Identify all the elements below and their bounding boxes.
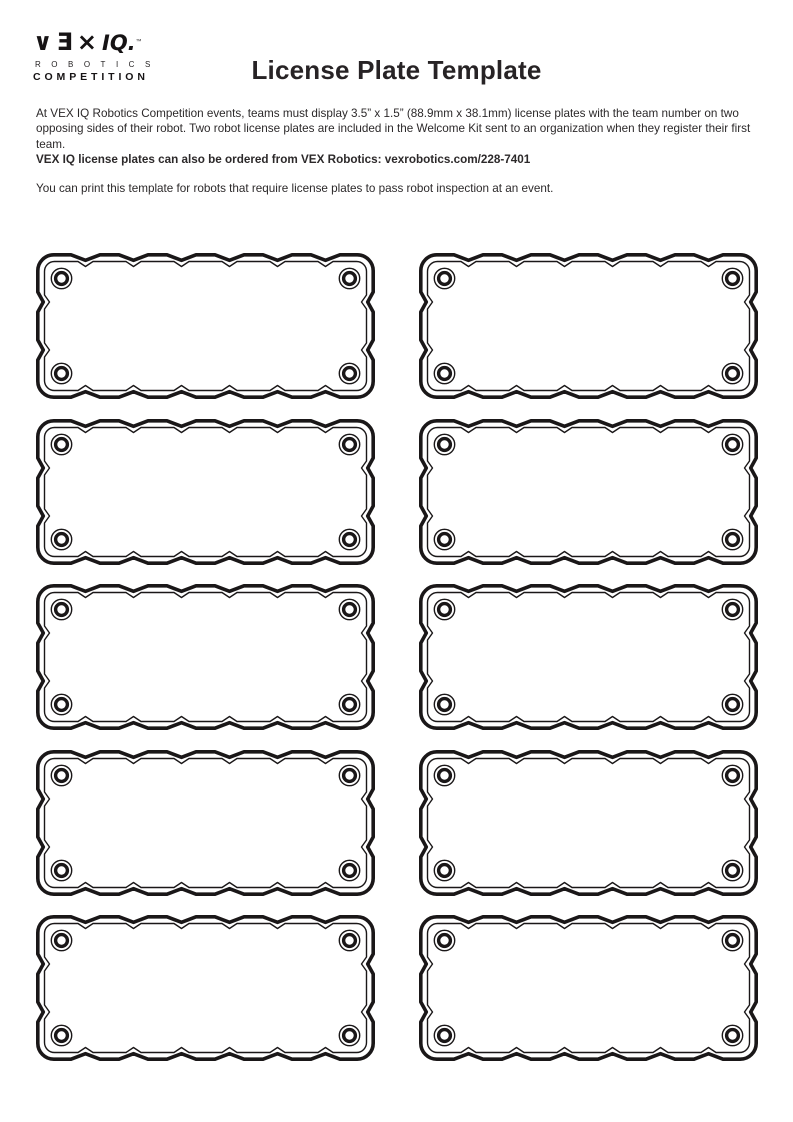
logo-wordmark <box>33 30 161 58</box>
license-plate <box>36 750 375 896</box>
license-plate <box>36 253 375 399</box>
license-plate <box>419 253 758 399</box>
license-plate <box>36 419 375 565</box>
logo-vex-text: ∨Ǝ× <box>33 28 101 56</box>
page-title: License Plate Template <box>251 55 542 85</box>
license-plate <box>36 915 375 1061</box>
print-instruction-line: You can print this template for robots that require license plates to pass robot inspection at an event. <box>36 181 554 195</box>
license-plate <box>419 584 758 730</box>
license-plate <box>419 419 758 565</box>
license-plate <box>419 915 758 1061</box>
trademark-symbol: ™ <box>135 39 142 45</box>
logo-robotics-text: ROBOTICS <box>35 60 161 69</box>
intro-paragraph: At VEX IQ Robotics Competition events, teams must display 3.5” x 1.5” (88.9mm x 38.1mm) license plates with the team number on two opposing sides of their robot. Two robot license plates are included in the Welcome Kit sent to an organization when they register their first team. <box>36 107 751 151</box>
logo-iq-text: IQ. <box>102 31 136 55</box>
plate-grid <box>36 253 758 1061</box>
intro-section <box>36 106 760 196</box>
license-plate <box>36 584 375 730</box>
license-plate <box>419 750 758 896</box>
order-info-line: VEX IQ license plates can also be ordered from VEX Robotics: vexrobotics.com/228-7401 <box>36 153 531 167</box>
logo-competition-text: COMPETITION <box>33 71 149 83</box>
